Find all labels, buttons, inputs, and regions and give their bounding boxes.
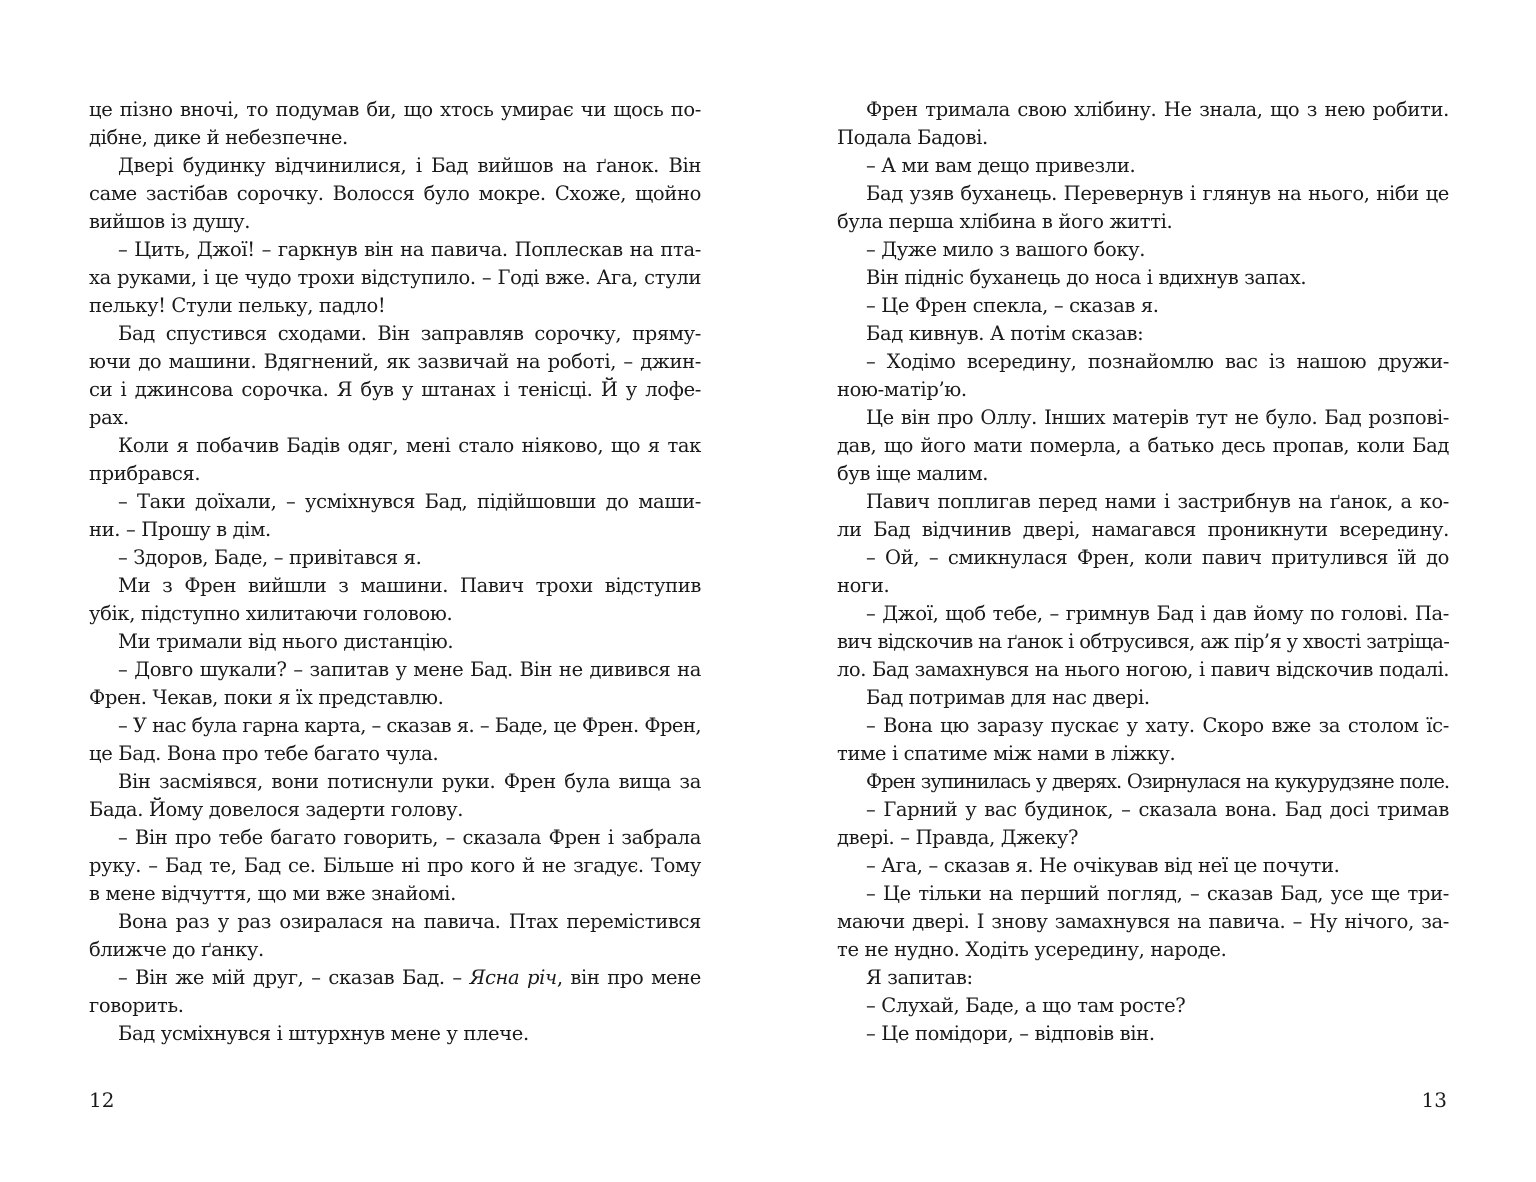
text-line: Це він про Оллу. Інших матерів тут не було. Бад розпові- bbox=[866, 406, 1449, 429]
text-line: Він засміявся, вони потиснули руки. Френ була вища за bbox=[118, 770, 701, 793]
text-line: Двері будинку відчинилися, і Бад вийшов на ґанок. Він bbox=[118, 154, 701, 177]
text-line: Бад кивнув. А потім сказав: bbox=[866, 322, 1144, 345]
text-line: – Джої, щоб тебе, – гримнув Бад і дав йому по голові. Па- bbox=[866, 602, 1449, 625]
text-line: си і джинсова сорочка. Я був у штанах і тенісці. Й у лофе- bbox=[89, 378, 701, 401]
text-line: маючи двері. І знову замахнувся на павича. – Ну нічого, за- bbox=[837, 910, 1449, 933]
italic-phrase: Ясна річ bbox=[469, 966, 557, 989]
text-line: дав, що його мати померла, а батько десь пропав, коли Бад bbox=[837, 434, 1449, 457]
text-line: – Довго шукали? – запитав у мене Бад. Він не дивився на bbox=[118, 658, 701, 681]
text-line: ючи до машини. Вдягнений, як зазвичай на роботі, – джин- bbox=[89, 350, 701, 373]
text-line: Ми з Френ вийшли з машини. Павич трохи відступив bbox=[118, 574, 701, 597]
text-line: Бад узяв буханець. Перевернув і глянув на нього, ніби це bbox=[866, 182, 1449, 205]
page-number-left: 12 bbox=[89, 1088, 115, 1112]
text-line: це Бад. Вона про тебе багато чула. bbox=[89, 742, 439, 765]
text-line: – Ходімо всередину, познайомлю вас із нашою дружи- bbox=[866, 350, 1449, 373]
text-line: ною-матір’ю. bbox=[837, 378, 967, 401]
text-line: – Цить, Джої! – гаркнув він на павича. Поплескав на пта- bbox=[118, 238, 701, 261]
text-line: Френ. Чекав, поки я їх представлю. bbox=[89, 686, 444, 709]
text-line: ло. Бад замахнувся на нього ногою, і павич відскочив подалі. bbox=[837, 658, 1449, 681]
text-line: Він підніс буханець до носа і вдихнув запах. bbox=[866, 266, 1307, 289]
text-line: – У нас була гарна карта, – сказав я. – Баде, це Френ. Френ, bbox=[118, 714, 701, 737]
text-line: в мене відчуття, що ми вже знайомі. bbox=[89, 882, 456, 905]
text-line: – Він про тебе багато говорить, – сказала Френ і забрала bbox=[118, 826, 701, 849]
text-line: тиме і спатиме між нами в ліжку. bbox=[837, 742, 1176, 765]
text-line: – Таки доїхали, – усміхнувся Бад, підійшовши до маши- bbox=[118, 490, 701, 513]
text-line: це пізно вночі, то подумав би, що хтось умирає чи щось по- bbox=[89, 98, 701, 121]
text-line: Подала Бадові. bbox=[837, 126, 988, 149]
text-line: – Ой, – смикнулася Френ, коли павич притулився їй до bbox=[866, 546, 1449, 569]
text-line: руку. – Бад те, Бад се. Більше ні про кого й не згадує. Тому bbox=[89, 854, 701, 877]
text-line: ха руками, і це чудо трохи відступило. – Годі вже. Ага, стули bbox=[89, 266, 701, 289]
text-line: – Дуже мило з вашого боку. bbox=[866, 238, 1146, 261]
text-line: була перша хлібина в його житті. bbox=[837, 210, 1173, 233]
text-line: Я запитав: bbox=[866, 966, 973, 989]
text-line: двері. – Правда, Джеку? bbox=[837, 826, 1079, 849]
text-line: Павич поплигав перед нами і застрибнув на ґанок, а ко- bbox=[866, 490, 1449, 513]
text-line: рах. bbox=[89, 406, 129, 429]
text-line: – Це Френ спекла, – сказав я. bbox=[866, 294, 1159, 317]
text-line: ноги. bbox=[837, 574, 890, 597]
text-line: прибрався. bbox=[89, 462, 201, 485]
page-number-right: 13 bbox=[1421, 1088, 1447, 1112]
text-line: – Слухай, Баде, а що там росте? bbox=[866, 994, 1186, 1017]
text-line: Френ зупинилась у дверях. Озирнулася на кукурудзяне поле. bbox=[866, 770, 1449, 793]
text-line: був іще малим. bbox=[837, 462, 989, 485]
text-line: те не нудно. Ходіть усередину, народе. bbox=[837, 938, 1227, 961]
text-line: вийшов із душу. bbox=[89, 210, 251, 233]
text-line: – А ми вам дещо привезли. bbox=[866, 154, 1136, 177]
text-line: Бад потримав для нас двері. bbox=[866, 686, 1150, 709]
text-line: убік, підступно хилитаючи головою. bbox=[89, 602, 453, 625]
text-line: говорить. bbox=[89, 994, 184, 1017]
text-line: Бад усміхнувся і штурхнув мене у плече. bbox=[118, 1022, 529, 1045]
text-line: дібне, дике й небезпечне. bbox=[89, 126, 348, 149]
text-line: вич відскочив на ґанок і обтрусився, аж пір’я у хвості затріща- bbox=[837, 630, 1450, 653]
right-page-body bbox=[837, 96, 1449, 1048]
text-line: Коли я побачив Бадів одяг, мені стало ніяково, що я так bbox=[118, 434, 701, 457]
text-line: Вона раз у раз озиралася на павича. Птах перемістився bbox=[118, 910, 701, 933]
text-line: пельку! Стули пельку, падло! bbox=[89, 294, 386, 317]
text-line: – Здоров, Баде, – привітався я. bbox=[118, 546, 422, 569]
text-line: ближче до ґанку. bbox=[89, 938, 264, 961]
text-line: Ми тримали від нього дистанцію. bbox=[118, 630, 454, 653]
text-line: саме застібав сорочку. Волосся було мокре. Схоже, щойно bbox=[89, 182, 701, 205]
text-line: Бад спустився сходами. Він заправляв сорочку, пряму- bbox=[118, 322, 701, 345]
text-line: ни. – Прошу в дім. bbox=[89, 518, 271, 541]
text-line: – Це помідори, – відповів він. bbox=[866, 1022, 1155, 1045]
text-line: – Гарний у вас будинок, – сказала вона. Бад досі тримав bbox=[866, 798, 1449, 821]
text-line: Френ тримала свою хлібину. Не знала, що з нею робити. bbox=[866, 98, 1449, 121]
text-line: – Це тільки на перший погляд, – сказав Бад, усе ще три- bbox=[866, 882, 1449, 905]
left-page-body bbox=[89, 96, 701, 1048]
text-line: ли Бад відчинив двері, намагався проникнути всередину. bbox=[837, 518, 1449, 541]
text-line: Бада. Йому довелося задерти голову. bbox=[89, 798, 464, 821]
text-line: – Вона цю заразу пускає у хату. Скоро вже за столом їс- bbox=[866, 714, 1449, 737]
text-line: – Він же мій друг, – сказав Бад. – Ясна річ, він про мене bbox=[118, 966, 702, 989]
text-line: – Ага, – сказав я. Не очікував від неї це почути. bbox=[866, 854, 1340, 877]
